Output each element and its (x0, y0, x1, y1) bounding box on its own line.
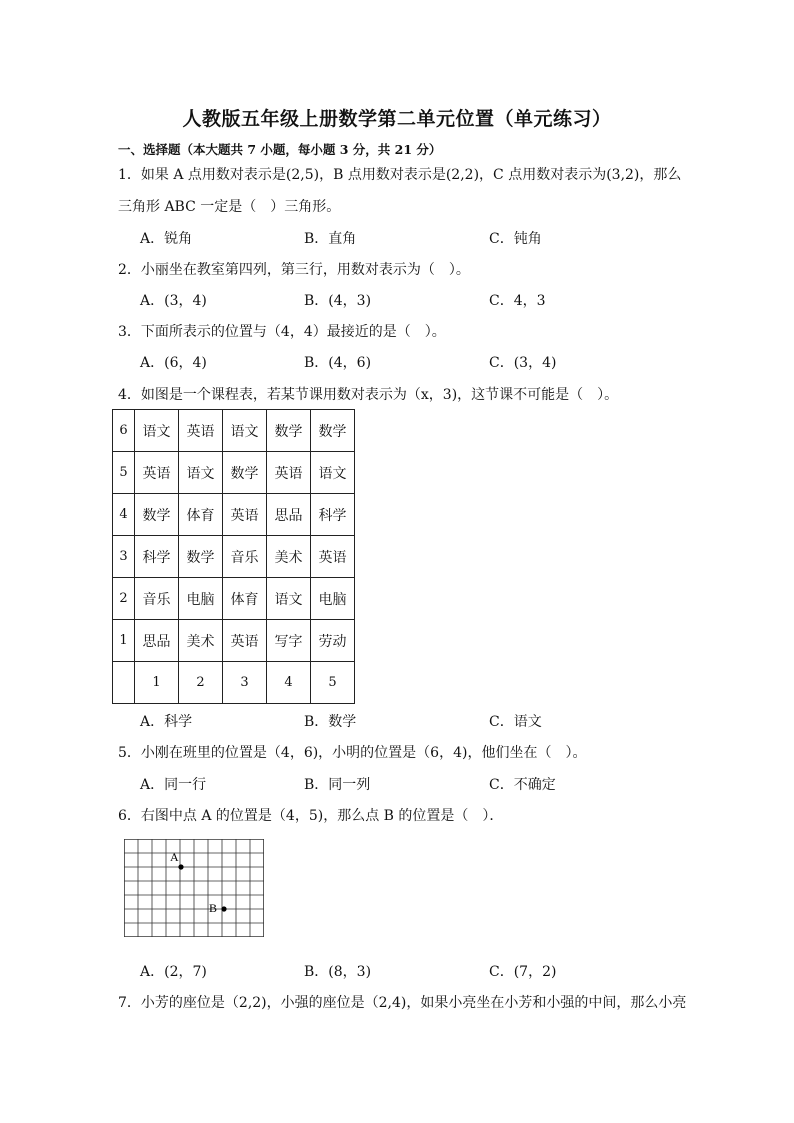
table-row (113, 452, 355, 494)
question-4-option-c: C．语文 (489, 714, 542, 730)
table-cell: 科学 (311, 494, 355, 536)
table-cell: 英语 (223, 620, 267, 662)
question-3-option-b: B．(4，6) (304, 355, 372, 371)
table-cell: 语文 (179, 452, 223, 494)
row-number: 3 (113, 536, 135, 578)
table-row (113, 620, 355, 662)
question-5-option-b: B．同一列 (304, 777, 371, 793)
column-number: 4 (267, 662, 311, 704)
question-5-line1: 5．小刚在班里的位置是（4，6)，小明的位置是（6，4)，他们坐在（ ）。 (118, 745, 587, 761)
table-cell: 语文 (267, 578, 311, 620)
question-1-line1: 1．如果 A 点用数对表示是(2,5)，B 点用数对表示是(2,2)，C 点用数对表示为(3,2)，那么 (118, 167, 682, 183)
table-cell: 数学 (223, 452, 267, 494)
question-4-line1: 4．如图是一个课程表，若某节课用数对表示为（x，3)，这节课不可能是（ ）。 (118, 387, 619, 403)
row-number: 4 (113, 494, 135, 536)
table-cell: 电脑 (311, 578, 355, 620)
table-cell: 英语 (179, 410, 223, 452)
question-4-option-a: A．科学 (140, 714, 193, 730)
table-cell: 体育 (179, 494, 223, 536)
question-3-line1: 3．下面所表示的位置与（4，4）最接近的是（ ）。 (118, 324, 446, 340)
question-1-line2: 三角形 ABC 一定是（ ）三角形。 (118, 199, 341, 215)
question-5-option-c: C．不确定 (489, 777, 556, 793)
question-6-option-b: B．(8，3) (304, 964, 372, 980)
table-cell: 音乐 (135, 578, 179, 620)
table-header-row (113, 662, 355, 704)
question-2-option-a: A．(3，4) (140, 293, 207, 309)
table-cell: 美术 (179, 620, 223, 662)
column-number: 1 (135, 662, 179, 704)
point-b-dot (221, 906, 226, 911)
question-2-option-c: C．4，3 (489, 293, 546, 309)
question-4-option-b: B．数学 (304, 714, 357, 730)
table-cell: 英语 (135, 452, 179, 494)
row-number: 1 (113, 620, 135, 662)
question-5-option-a: A．同一行 (140, 777, 207, 793)
point-a-dot (178, 864, 183, 869)
point-a-label: A (170, 850, 179, 864)
coordinate-grid-figure (124, 839, 264, 937)
question-3-option-a: A．(6，4) (140, 355, 207, 371)
question-6-option-c: C．(7，2) (489, 964, 557, 980)
table-cell: 数学 (267, 410, 311, 452)
table-cell: 语文 (311, 452, 355, 494)
table-cell: 电脑 (179, 578, 223, 620)
table-cell: 思品 (267, 494, 311, 536)
table-cell: 数学 (311, 410, 355, 452)
row-number: 6 (113, 410, 135, 452)
table-cell: 美术 (267, 536, 311, 578)
table-cell: 劳动 (311, 620, 355, 662)
question-7-line1: 7．小芳的座位是（2,2)，小强的座位是（2,4)，如果小亮坐在小芳和小强的中间，那么小亮 (118, 995, 687, 1011)
table-cell: 英语 (223, 494, 267, 536)
corner-cell (113, 662, 135, 704)
table-cell: 英语 (267, 452, 311, 494)
column-number: 2 (179, 662, 223, 704)
table-cell: 英语 (311, 536, 355, 578)
question-1-option-c: C．钝角 (489, 231, 542, 247)
table-cell: 写字 (267, 620, 311, 662)
question-1-option-a: A．锐角 (140, 231, 193, 247)
table-row (113, 536, 355, 578)
grid-svg (124, 839, 264, 937)
table-cell: 思品 (135, 620, 179, 662)
row-number: 2 (113, 578, 135, 620)
page-title: 人教版五年级上册数学第二单元位置（单元练习） (182, 108, 612, 130)
table-cell: 数学 (179, 536, 223, 578)
column-number: 5 (311, 662, 355, 704)
table-row (113, 494, 355, 536)
question-2-option-b: B．(4，3) (304, 293, 372, 309)
row-number: 5 (113, 452, 135, 494)
question-3-option-c: C．(3，4) (489, 355, 557, 371)
section-heading-choice: 一、选择题（本大题共 7 小题，每小题 3 分，共 21 分） (118, 142, 442, 157)
question-2-line1: 2．小丽坐在教室第四列，第三行，用数对表示为（ ）。 (118, 262, 470, 278)
schedule-table (112, 409, 355, 704)
question-6-line1: 6．右图中点 A 的位置是（4，5)，那么点 B 的位置是（ ）． (118, 808, 504, 824)
table-row (113, 410, 355, 452)
table-cell: 科学 (135, 536, 179, 578)
table-cell: 数学 (135, 494, 179, 536)
table-cell: 语文 (223, 410, 267, 452)
column-number: 3 (223, 662, 267, 704)
table-cell: 体育 (223, 578, 267, 620)
question-6-option-a: A．(2，7) (140, 964, 207, 980)
question-1-option-b: B．直角 (304, 231, 357, 247)
table-row (113, 578, 355, 620)
point-b-label: B (209, 901, 218, 915)
table-cell: 音乐 (223, 536, 267, 578)
table-cell: 语文 (135, 410, 179, 452)
